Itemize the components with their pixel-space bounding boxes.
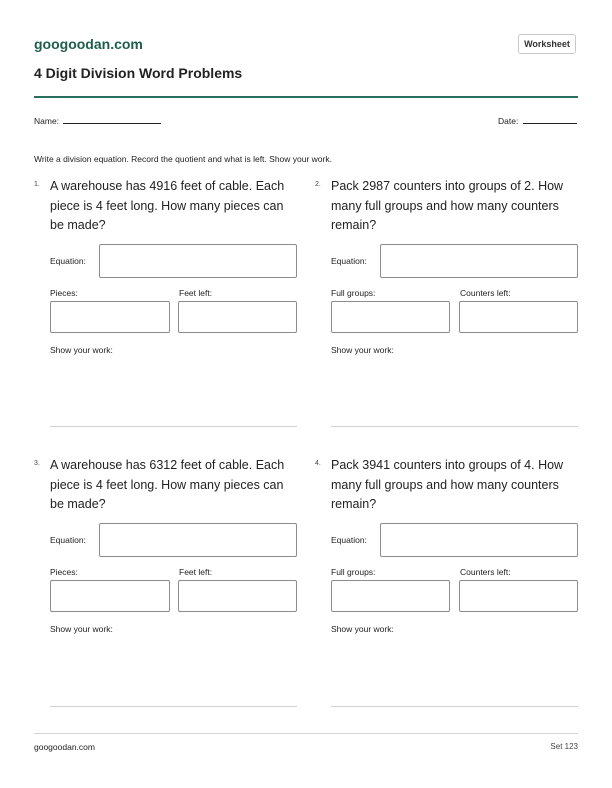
quotient-label: Pieces: — [50, 567, 78, 577]
work-label: Show your work: — [50, 624, 113, 634]
name-label: Name: — [34, 116, 60, 126]
date-blank[interactable] — [523, 114, 577, 124]
equation-label: Equation: — [50, 256, 86, 266]
work-label: Show your work: — [50, 345, 113, 355]
work-area-divider — [50, 706, 297, 707]
remainder-label: Feet left: — [179, 567, 213, 577]
equation-label: Equation: — [331, 256, 367, 266]
quotient-input[interactable] — [50, 580, 170, 612]
equation-input[interactable] — [99, 244, 297, 278]
quotient-label: Pieces: — [50, 288, 78, 298]
footer-site: googoodan.com — [34, 742, 95, 752]
equation-input[interactable] — [380, 523, 578, 557]
quotient-input[interactable] — [50, 301, 170, 333]
remainder-input[interactable] — [178, 301, 297, 333]
quotient-input[interactable] — [331, 580, 450, 612]
problem-number: 1. — [34, 181, 40, 188]
work-label: Show your work: — [331, 624, 394, 634]
quotient-label: Full groups: — [331, 288, 376, 298]
instructions: Write a division equation. Record the quotient and what is left. Show your work. — [34, 154, 332, 164]
work-area-divider — [50, 426, 297, 427]
footer-set-number: Set 123 — [550, 742, 578, 751]
remainder-input[interactable] — [459, 580, 578, 612]
page-title: 4 Digit Division Word Problems — [34, 65, 243, 81]
equation-input[interactable] — [380, 244, 578, 278]
work-area-divider — [331, 706, 578, 707]
equation-input[interactable] — [99, 523, 297, 557]
remainder-label: Counters left: — [460, 288, 511, 298]
name-field-group — [34, 114, 161, 126]
equation-label: Equation: — [331, 535, 367, 545]
work-area-divider — [331, 426, 578, 427]
quotient-label: Full groups: — [331, 567, 376, 577]
problem-number: 2. — [315, 181, 321, 188]
brand-logo-text: googoodan.com — [34, 36, 143, 52]
problem-text: Pack 3941 counters into groups of 4. How many full groups and how many counters remain? — [331, 458, 564, 511]
header-divider — [34, 96, 578, 98]
problem-number: 3. — [34, 460, 40, 467]
problem-number: 4. — [315, 460, 321, 467]
date-label: Date: — [498, 116, 519, 126]
work-label: Show your work: — [331, 345, 394, 355]
problem-text: Pack 2987 counters into groups of 2. How many full groups and how many counters remain? — [331, 179, 564, 232]
quotient-input[interactable] — [331, 301, 450, 333]
footer-divider — [34, 733, 578, 734]
remainder-label: Counters left: — [460, 567, 511, 577]
problem-text: A warehouse has 4916 feet of cable. Each piece is 4 feet long. How many pieces can be made? — [50, 179, 285, 232]
remainder-input[interactable] — [178, 580, 297, 612]
remainder-input[interactable] — [459, 301, 578, 333]
date-field-group — [498, 114, 577, 126]
worksheet-badge: Worksheet — [518, 34, 576, 54]
remainder-label: Feet left: — [179, 288, 213, 298]
name-blank[interactable] — [63, 114, 161, 124]
equation-label: Equation: — [50, 535, 86, 545]
problem-text: A warehouse has 6312 feet of cable. Each piece is 4 feet long. How many pieces can be made? — [50, 458, 285, 511]
